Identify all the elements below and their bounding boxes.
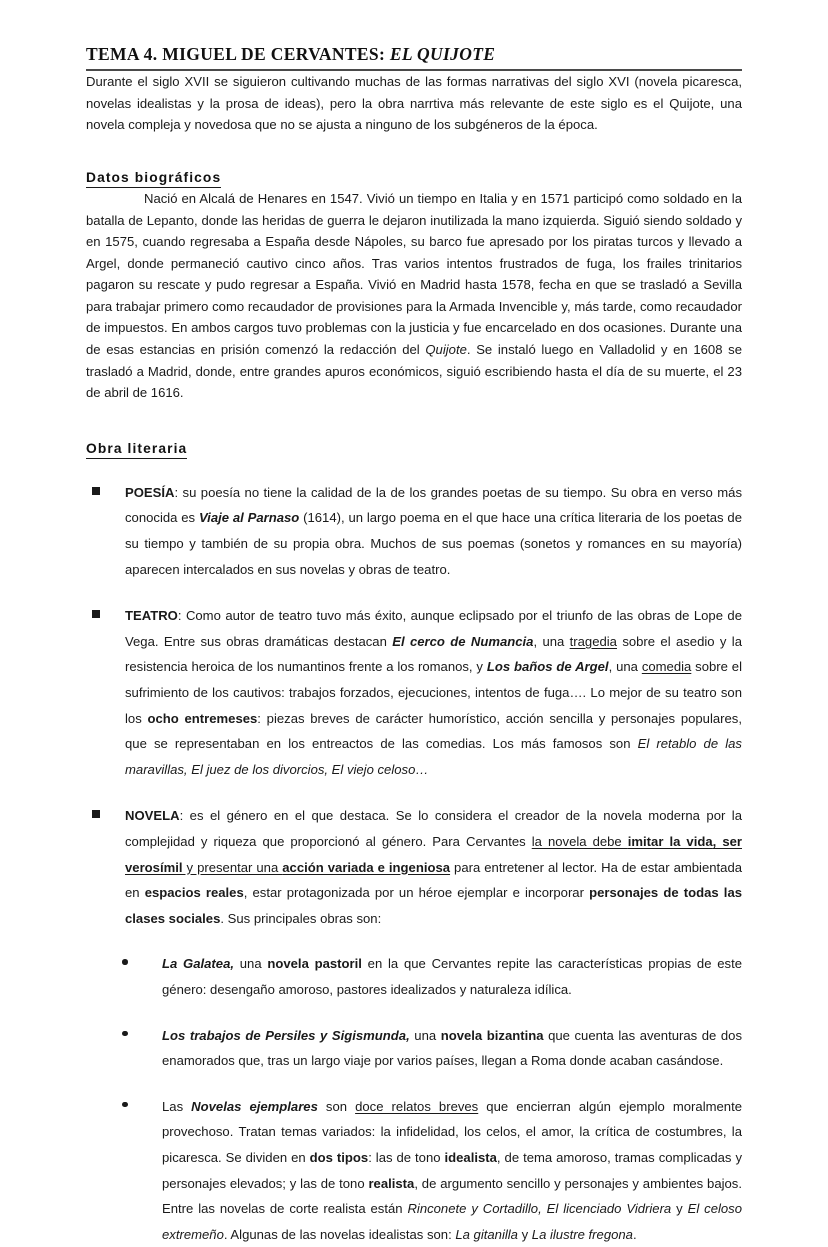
square-bullet-icon (92, 810, 100, 818)
heading-obra-literaria: Obra literaria (86, 439, 187, 459)
bullet-item-teatro (86, 603, 742, 782)
biografia-paragraph (86, 188, 742, 404)
text-run: , ser verosímil (125, 833, 742, 875)
text-run: La gitanilla (455, 1226, 518, 1242)
text-run: en la que Cervantes repite las características propias de este género: desengaño amoroso, pastores idealizados y naturaleza idílica. (162, 956, 742, 997)
text-run: y (671, 1201, 688, 1217)
text-run: : las de tono (368, 1149, 445, 1165)
text-run: que encierran algún ejemplo moralmente provechoso. Tratan temas variados: la infidelidad, los celos, el amor, la crítica de costumbres, la picaresca. Se dividen en (162, 1098, 742, 1165)
text-run: idealista (444, 1149, 497, 1165)
round-bullet-icon (122, 959, 128, 965)
text-run: , una (533, 633, 570, 649)
text-run: una (234, 956, 268, 972)
sub-bullet-text (162, 951, 742, 1002)
sub-bullet-text (162, 1023, 742, 1074)
text-run: : piezas breves de carácter humorístico, acción sencilla y personajes populares, que se representaban en los entreactos de las comedias. Los más famosos son (125, 710, 742, 752)
bullet-text (125, 480, 742, 582)
round-bullet-icon (122, 1102, 128, 1108)
text-run: dos tipos (309, 1149, 369, 1165)
page-title-main: TEMA 4. MIGUEL DE CERVANTES: (86, 44, 390, 64)
text-run: : es el género en el que destaca. Se lo considera el creador de la novela moderna por la complejidad y riqueza que proporcionó al género. Para Cervantes (125, 808, 742, 849)
text-run: Quijote (425, 342, 467, 358)
text-run: la novela debe (531, 833, 628, 849)
text-run: espacios reales (144, 885, 244, 901)
round-bullet-icon (122, 1031, 128, 1037)
text-run: . Sus principales obras son: (220, 910, 382, 926)
obra-literaria-bullet-list (86, 480, 742, 1247)
bullet-text (125, 803, 742, 931)
text-run: , una (608, 659, 642, 675)
text-run: que cuenta las aventuras de dos enamorados que, tras un largo viaje por varios países, llegan a Roma donde acaban casándose. (162, 1027, 743, 1069)
text-run: y (517, 1226, 532, 1242)
square-bullet-icon (92, 610, 100, 618)
text-run: La Galatea, (162, 956, 234, 972)
sub-bullet-item (86, 951, 742, 1002)
bullet-text (125, 603, 742, 782)
text-run: NOVELA (125, 808, 180, 824)
bullet-item-poesía (86, 480, 742, 582)
text-run: , de tema amoroso, tramas complicadas y personajes elevados; y las de tono (162, 1149, 742, 1191)
text-run: El celoso extremeño (162, 1201, 742, 1242)
text-run: El cerco de Numancia (392, 633, 534, 649)
text-run: sobre el sufrimiento de los cautivos: trabajos forzados, ejecuciones, intentos de fuga…. Lo mejor de su teatro son los (125, 659, 742, 726)
text-run: TEATRO (125, 608, 178, 624)
heading-datos-biograficos: Datos biográficos (86, 168, 221, 188)
text-run: imitar la vida (627, 833, 713, 849)
text-run: . Algunas de las novelas idealistas son: (223, 1226, 456, 1242)
text-run: Los trabajos de Persiles y Sigismunda, (162, 1027, 410, 1043)
text-run: La ilustre fregona (531, 1226, 633, 1242)
text-run: Nació en Alcalá de Henares en 1547. Vivió un tiempo en Italia y en 1571 participó como soldado en la batalla de Lepanto, donde las heridas de guerra le dejaron inutilizada la mano izquierda. Siguió siendo soldado y en 1575, cuando regresaba a España desde Nápoles, su barco fue apresado por los piratas turcos y llevado a Argel, donde permaneció cautivo cinco años. Tras varios intentos frustrados de fuga, los frailes trinitarios pagaron su rescate y pudo regresar a España. Vivió en Madrid hasta 1578, fecha en que se trasladó a Sevilla para trabajar primero como recaudador de provisiones para la Armada Invencible y, más tarde, como recaudador de impuestos. En ambos cargos tuvo problemas con la justicia y fue encarcelado en dos ocasiones. Durante una de esas estancias en prisión comenzó la redacción del (86, 190, 742, 358)
section-biografia (86, 168, 742, 188)
sub-bullet-text (162, 1094, 742, 1247)
text-run: acción variada e ingeniosa (282, 859, 451, 875)
text-run: : su poesía no tiene la calidad de la de los grandes poetas de su tiempo. Su obra en verso más conocida es (125, 484, 742, 526)
text-run: POESÍA (125, 484, 175, 500)
text-run: Rinconete y Cortadillo, El licenciado Vidriera (407, 1201, 672, 1217)
text-run: El retablo de las maravillas, El juez de los divorcios, El viejo celoso (125, 736, 742, 777)
text-run: ocho entremeses (147, 710, 258, 726)
page-title-italic: EL QUIJOTE (389, 44, 496, 64)
text-run: sobre el asedio y la resistencia heroica de los numantinos frente a los romanos, y (125, 633, 742, 675)
intro-paragraph: Durante el siglo XVII se siguieron cultivando muchas de las formas narrativas del siglo XVI (novela picaresca, novelas idealistas y la prosa de ideas), pero la obra narrtiva más relevante de este siglo es el Quijote, una novela compleja y novedosa que no se ajusta a ninguno de los subgéneros de la época. (86, 74, 742, 133)
text-run: novela bizantina (440, 1027, 544, 1043)
text-run: . (632, 1226, 637, 1242)
text-run: son (317, 1098, 356, 1114)
square-bullet-icon (92, 487, 100, 495)
text-run: doce relatos breves (355, 1098, 479, 1114)
text-run: , de argumento sencillo y personajes y ambientes bajos. Entre las novelas de corte realista están (162, 1175, 742, 1217)
page-title (86, 44, 742, 69)
text-run: personajes de todas las clases sociales (125, 885, 743, 926)
text-run: comedia (641, 659, 692, 675)
text-run: : Como autor de teatro tuvo más éxito, aunque eclipsado por el triunfo de las obras de Lope de Vega. Entre sus obras dramáticas destacan (125, 608, 742, 649)
text-run: Las (162, 1098, 192, 1114)
text-run: novela pastoril (267, 956, 362, 972)
text-run: para entretener al lector. Ha de estar ambientada en (125, 859, 743, 901)
text-run: una (409, 1027, 441, 1043)
text-run: . Se instaló luego en Valladolid y en 1608 se trasladó a Madrid, donde, entre grandes apuros económicos, siguió escribiendo hasta el día de su muerte, el 23 de abril de 1616. (86, 342, 742, 401)
text-run: … (415, 761, 429, 777)
sub-bullet-item (86, 1023, 742, 1074)
text-run: y presentar una (182, 859, 283, 875)
text-run: tragedia (569, 633, 617, 649)
text-run: realista (368, 1175, 415, 1191)
document-content (86, 44, 742, 1247)
text-run: (1614), un largo poema en el que hace una crítica literaria de los poetas de su tiempo y también de su propia obra. Muchos de sus poemas (sonetos y romances en su mayoría) aparecen intercalados en sus novelas y obras de teatro. (125, 510, 742, 577)
text-run: , estar protagonizada por un héroe ejemplar e incorporar (243, 885, 590, 901)
text-run: Los baños de Argel (486, 659, 609, 675)
bullet-item-novela (86, 803, 742, 931)
sub-bullet-item (86, 1094, 742, 1247)
section-obra-literaria (86, 439, 742, 459)
text-run: Novelas ejemplares (191, 1098, 318, 1114)
text-run: Viaje al Parnaso (198, 510, 300, 526)
